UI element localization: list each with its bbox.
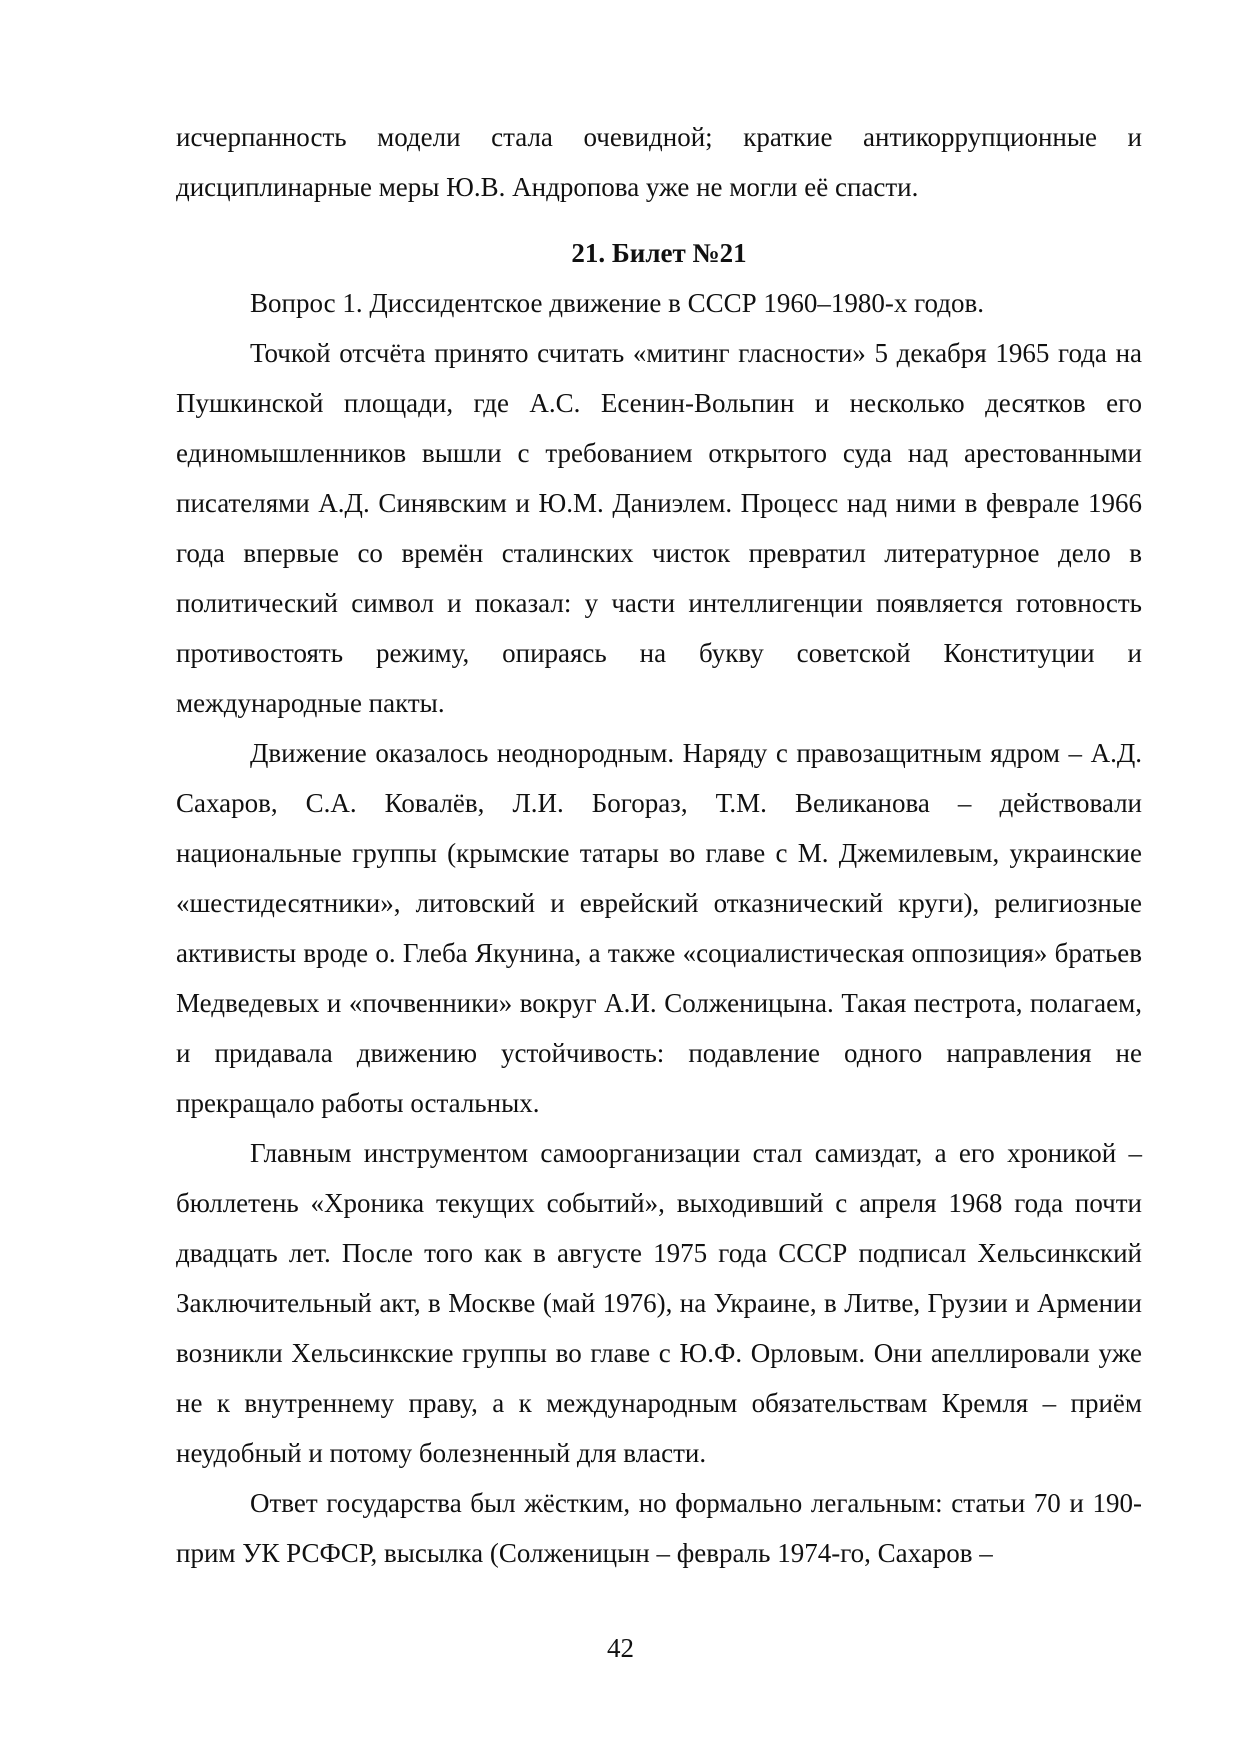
lead-paragraph: исчерпанность модели стала очевидной; краткие антикоррупционные и дисциплинарные меры Ю.В. Андропова уже не могли её спасти.: [176, 122, 1142, 202]
page-number: 42: [607, 1633, 634, 1663]
paragraph-4: Ответ государства был жёстким, но формально легальным: статьи 70 и 190-прим УК РСФСР, высылка (Солженицын – февраль 1974-го, Сахаров –: [176, 1488, 1142, 1568]
page-content: [176, 112, 1142, 1578]
paragraph-3: Главным инструментом самоорганизации стал самиздат, а его хроникой – бюллетень «Хроника текущих событий», выходивший с апреля 1968 года почти двадцать лет. После того как в августе 1975 года СССР подписал Хельсинкский Заключительный акт, в Москве (май 1976), на Украине, в Литве, Грузии и Армении возникли Хельсинкские группы во главе с Ю.Ф. Орловым. Они апеллировали уже не к внутреннему праву, а к международным обязательствам Кремля – приём неудобный и потому болезненный для власти.: [176, 1138, 1142, 1468]
paragraph-2: Движение оказалось неоднородным. Наряду с правозащитным ядром – А.Д. Сахаров, С.А. Ковалёв, Л.И. Богораз, Т.М. Великанова – действовали национальные группы (крымские татары во главе с М. Джемилевым, украинские «шестидесятники», литовский и еврейский отказнический круги), религиозные активисты вроде о. Глеба Якунина, а также «социалистическая оппозиция» братьев Медведевых и «почвенники» вокруг А.И. Солженицына. Такая пестрота, полагаем, и придавала движению устойчивость: подавление одного направления не прекращало работы остальных.: [176, 738, 1142, 1118]
question-line: Вопрос 1. Диссидентское движение в СССР 1960–1980-х годов.: [250, 288, 984, 318]
section-heading: 21. Билет №21: [571, 238, 747, 268]
paragraph-1: Точкой отсчёта принято считать «митинг гласности» 5 декабря 1965 года на Пушкинской площади, где А.С. Есенин-Вольпин и несколько десятков его единомышленников вышли с требованием открытого суда над арестованными писателями А.Д. Синявским и Ю.М. Даниэлем. Процесс над ними в феврале 1966 года впервые со времён сталинских чисток превратил литературное дело в политический символ и показал: у части интеллигенции появляется готовность противостоять режиму, опираясь на букву советской Конституции и международные пакты.: [176, 338, 1142, 718]
